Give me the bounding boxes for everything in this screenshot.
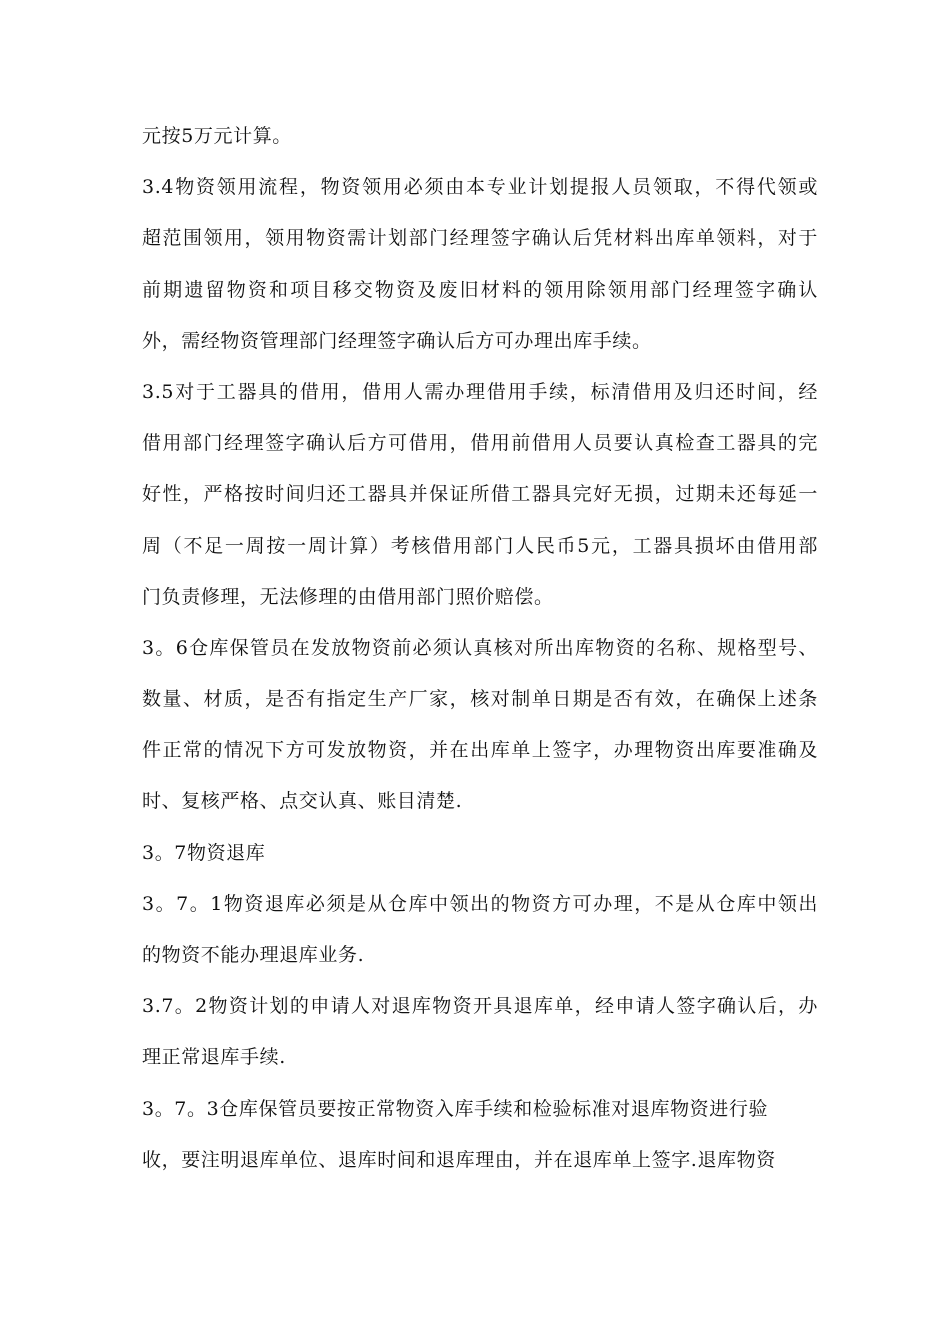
text-line: 好性，严格按时间归还工器具并保证所借工器具完好无损，过期未还每延一: [142, 483, 818, 506]
text-line: 件正常的情况下方可发放物资，并在出库单上签字，办理物资出库要准确及: [142, 739, 818, 762]
text-line: 的物资不能办理退库业务.: [142, 944, 365, 966]
text-line: 3。7。3仓库保管员要按正常物资入库手续和检验标准对退库物资进行验: [142, 1097, 769, 1120]
text-line: 外，需经物资管理部门经理签字确认后方可办理出库手续。: [142, 329, 652, 352]
text-line: 3.5对于工器具的借用，借用人需办理借用手续，标清借用及归还时间，经: [142, 380, 818, 403]
text-line: 3。7物资退库: [142, 841, 266, 864]
text-line: 3。6仓库保管员在发放物资前必须认真核对所出库物资的名称、规格型号、: [142, 636, 818, 659]
text-line: 3.4物资领用流程，物资领用必须由本专业计划提报人员领取，不得代领或: [142, 176, 818, 199]
text-line: 数量、材质，是否有指定生产厂家，核对制单日期是否有效，在确保上述条: [142, 688, 818, 711]
text-line: 元按5万元计算。: [142, 125, 292, 147]
text-line: 收，要注明退库单位、退库时间和退库理由，并在退库单上签字.退库物资: [142, 1148, 776, 1171]
text-line: 3.7。2物资计划的申请人对退库物资开具退库单，经申请人签字确认后，办: [142, 995, 818, 1018]
text-line: 借用部门经理签字确认后方可借用，借用前借用人员要认真检查工器具的完: [142, 432, 818, 455]
text-line: 理正常退库手续.: [142, 1046, 286, 1069]
text-line: 门负责修理，无法修理的由借用部门照价赔偿。: [142, 585, 554, 608]
text-line: 超范围领用，领用物资需计划部门经理签字确认后凭材料出库单领料，对于: [142, 227, 818, 250]
text-line: 3。7。1物资退库必须是从仓库中领出的物资方可办理，不是从仓库中领出: [142, 892, 818, 915]
document-body: [142, 116, 818, 1191]
text-line: 周（不足一周按一周计算）考核借用部门人民币5元，工器具损坏由借用部: [142, 534, 818, 557]
text-line: 时、复核严格、点交认真、账目清楚.: [142, 790, 463, 813]
text-line: 前期遗留物资和项目移交物资及废旧材料的领用除领用部门经理签字确认: [142, 278, 818, 301]
